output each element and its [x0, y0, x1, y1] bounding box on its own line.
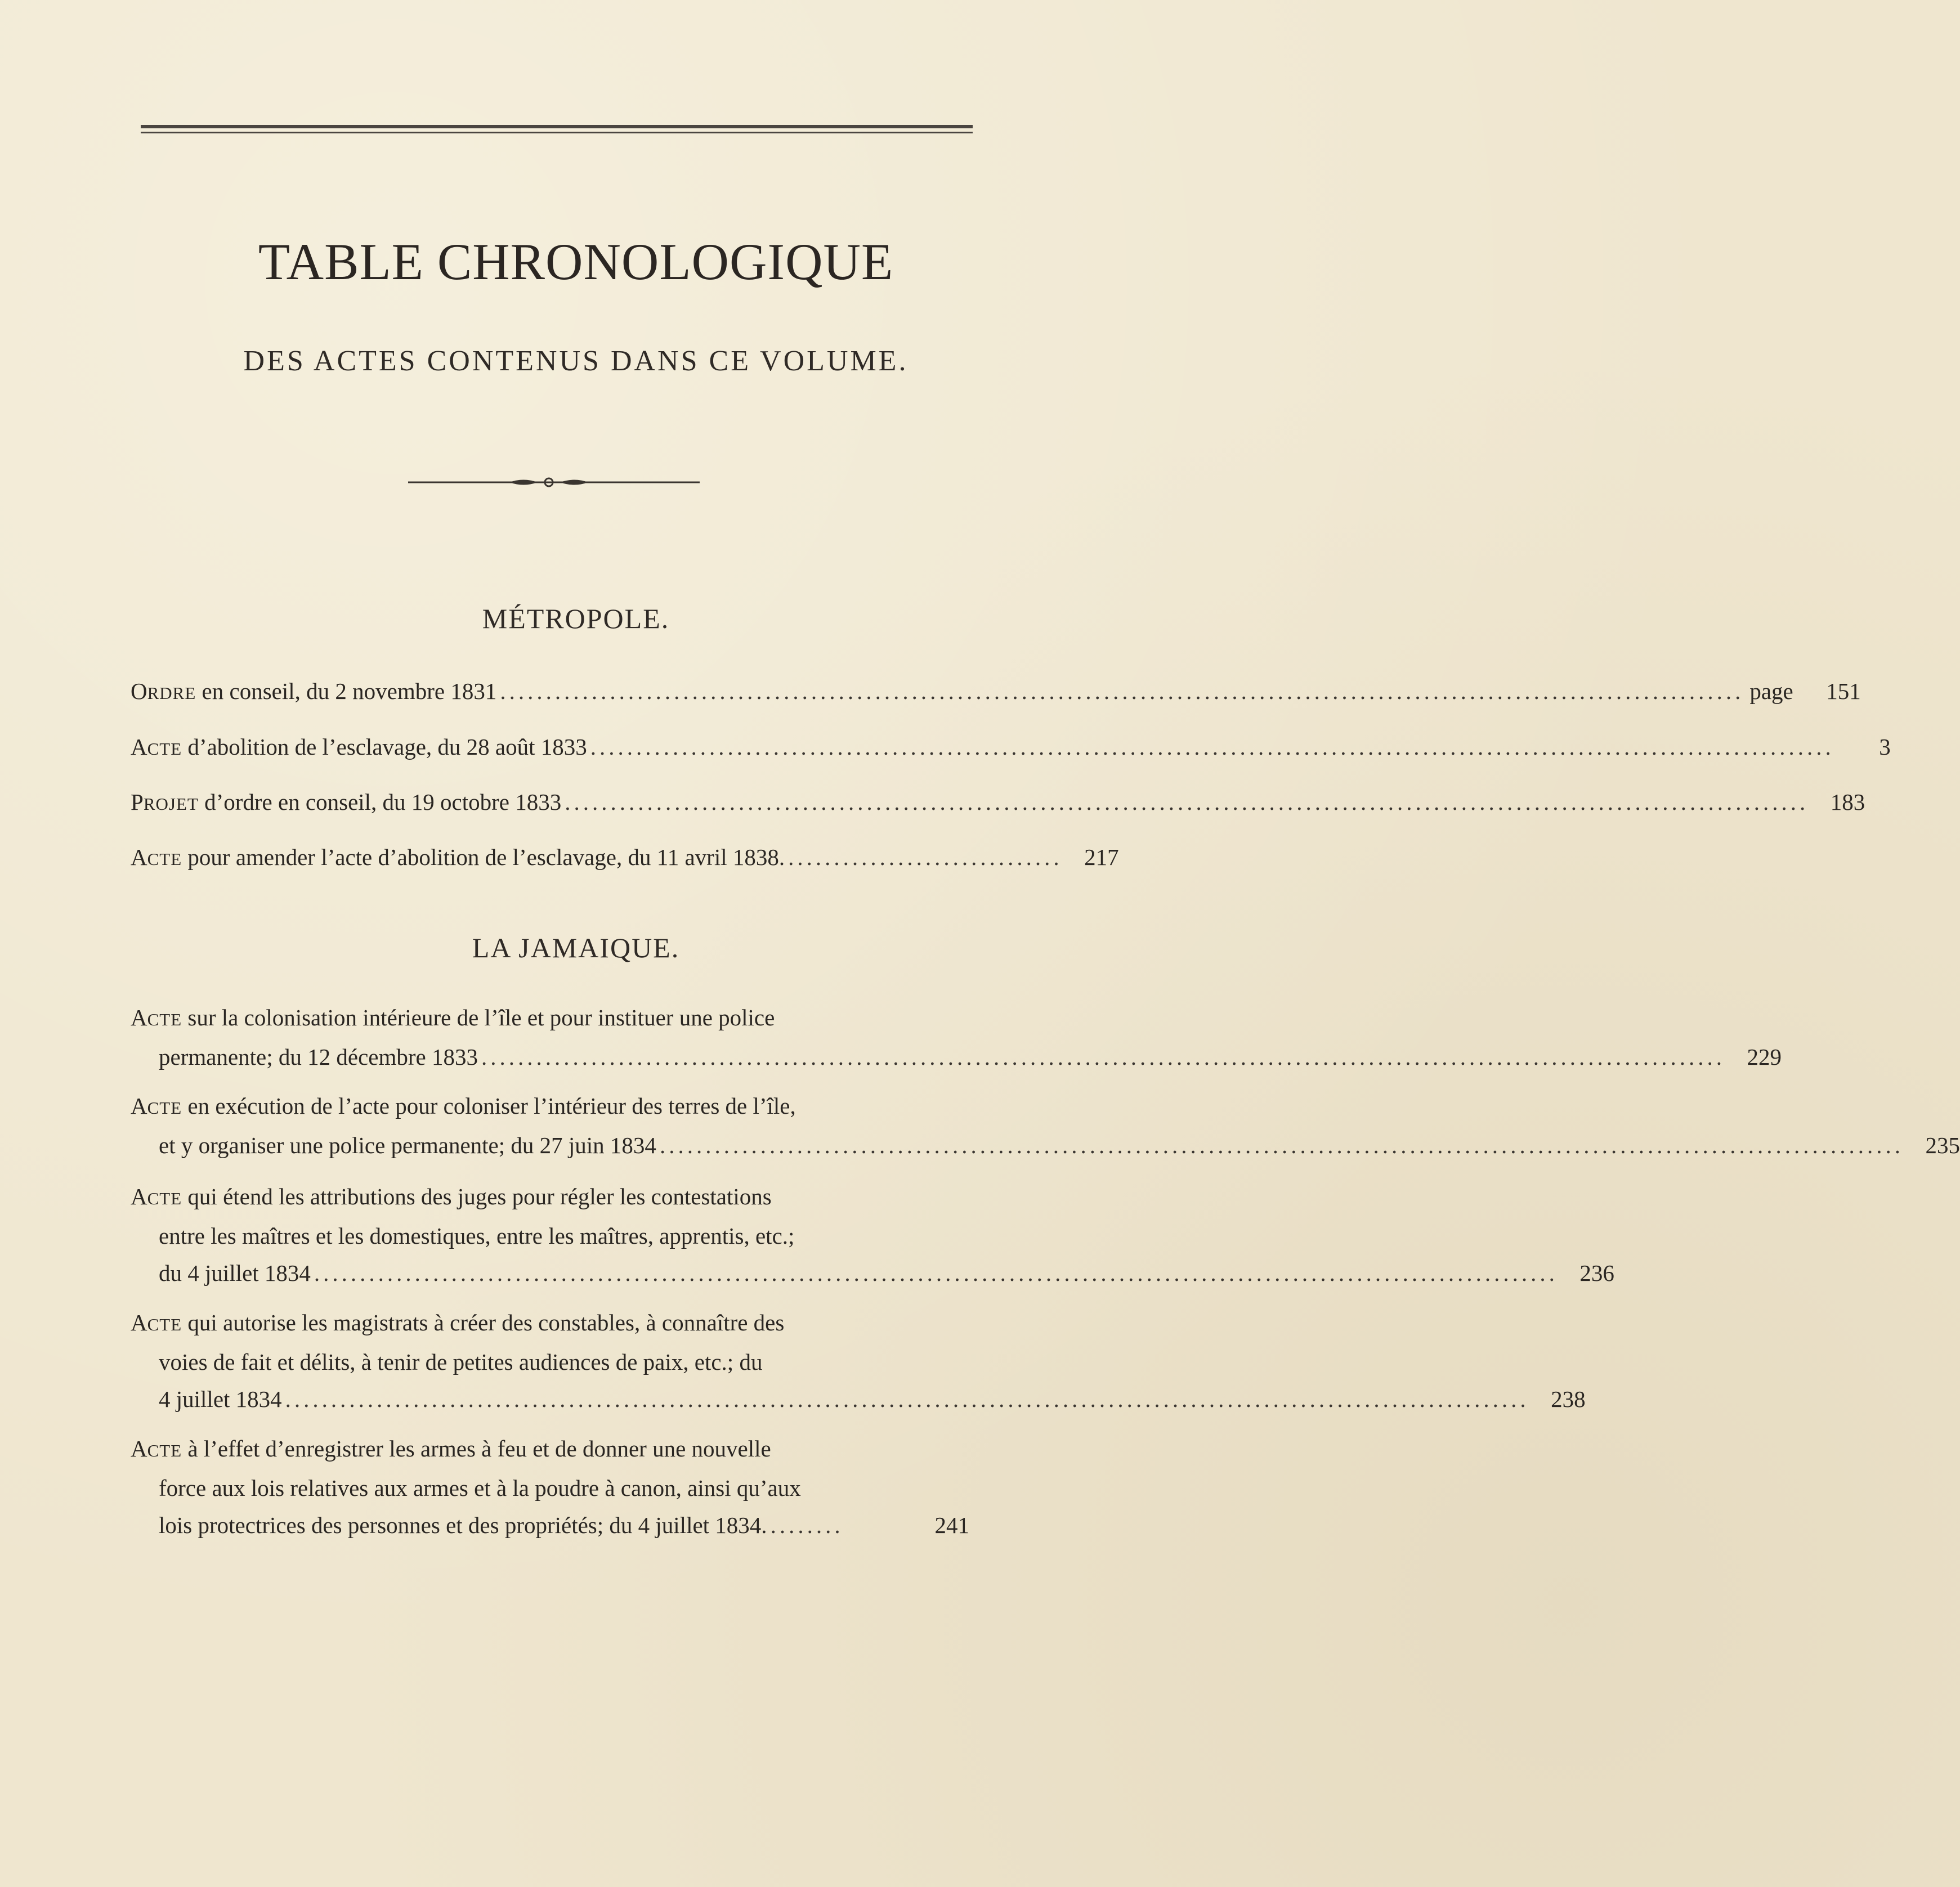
toc-entry: [131, 999, 1782, 1075]
toc-line: [131, 783, 1865, 823]
toc-line: [131, 673, 1861, 712]
leader-dots: ........: [770, 1512, 844, 1538]
entry-text: force aux lois relatives aux armes et à la poudre à canon, ainsi qu’aux: [159, 1475, 801, 1501]
entry-text: entre les maîtres et les domestiques, entre les maîtres, apprentis, etc.;: [159, 1223, 795, 1249]
page-number: 3: [1879, 734, 1891, 760]
entry-text: ACTE en exécution de l’acte pour coloniser l’intérieur des terres de l’île,: [131, 1093, 796, 1119]
toc-line: [131, 1127, 1960, 1164]
entry-text: PROJET d’ordre en conseil, du 19 octobre 1833: [131, 789, 562, 815]
toc-line: [131, 1343, 969, 1380]
page-subtitle: DES ACTES CONTENUS DANS CE VOLUME.: [243, 345, 909, 377]
page-number: 151: [1826, 678, 1861, 704]
entry-text: ACTE qui autorise les magistrats à créer des constables, à connaître des: [131, 1310, 785, 1335]
top-double-rule: [141, 125, 973, 137]
toc-entry: [131, 1430, 969, 1544]
toc-entry: [131, 1178, 1614, 1292]
toc-line: [131, 1217, 969, 1254]
leader-dots: ..............................: [788, 844, 1063, 870]
page-title: TABLE CHRONOLOGIQUE: [258, 233, 894, 290]
page-number: 229: [1747, 1044, 1782, 1070]
toc-line: [131, 1430, 969, 1469]
toc-line: [131, 728, 1891, 768]
page-number: 238: [1551, 1386, 1586, 1412]
leader-dots: ........................................................................................................................................: [659, 1132, 1904, 1158]
page-number: 217: [1084, 844, 1119, 870]
toc-line: [131, 1254, 1614, 1292]
toc-entry: [131, 783, 1865, 823]
entry-text: du 4 juillet 1834: [159, 1260, 311, 1286]
toc-line: [131, 1507, 969, 1544]
section-heading-jamaique: LA JAMAIQUE.: [472, 932, 680, 963]
page-word: page: [1749, 678, 1793, 704]
rule-thick: [141, 125, 973, 128]
page-number: 183: [1830, 789, 1865, 815]
toc-line: [131, 1304, 969, 1343]
leader-dots: ........................................................................................................................................: [481, 1044, 1725, 1070]
page-number: 236: [1579, 1260, 1614, 1286]
entry-text: voies de fait et délits, à tenir de petites audiences de paix, etc.; du: [159, 1349, 763, 1375]
page-number: 241: [934, 1512, 969, 1538]
rule-thin: [141, 132, 973, 133]
toc-entry: [131, 839, 1119, 878]
entry-text: 4 juillet 1834: [159, 1386, 282, 1412]
toc-entry: [131, 673, 1861, 712]
toc-entry: [131, 1304, 1586, 1418]
leader-dots: ........................................................................................................................................: [314, 1260, 1558, 1286]
toc-line: [131, 839, 1119, 878]
toc-entry: [131, 1087, 1960, 1164]
leader-dots: ........................................................................................................................................: [565, 789, 1809, 815]
entry-text: ORDRE en conseil, du 2 novembre 1831: [131, 678, 497, 704]
ornament-divider-icon: [408, 474, 700, 491]
leader-dots: ........................................................................................................................................: [500, 678, 1744, 704]
toc-line: [131, 1380, 1586, 1418]
leader-dots: ........................................................................................................................................: [285, 1386, 1529, 1412]
entry-text: permanente; du 12 décembre 1833: [159, 1044, 478, 1070]
toc-entry: [131, 728, 1891, 768]
page-number: 235: [1925, 1132, 1960, 1158]
section-heading-metropole: MÉTROPOLE.: [482, 603, 670, 634]
toc-line: [131, 1087, 969, 1127]
toc-line: [131, 1038, 1782, 1075]
entry-text: lois protectrices des personnes et des propriétés; du 4 juillet 1834.: [159, 1512, 767, 1538]
toc-line: [131, 1178, 969, 1217]
leader-dots: ........................................................................................................................................: [590, 734, 1834, 760]
toc-line: [131, 999, 969, 1038]
entry-text: ACTE qui étend les attributions des juges pour régler les contestations: [131, 1184, 772, 1209]
toc-line: [131, 1469, 969, 1507]
entry-text: et y organiser une police permanente; du 27 juin 1834: [159, 1132, 656, 1158]
entry-text: ACTE sur la colonisation intérieure de l’île et pour instituer une police: [131, 1005, 775, 1030]
entry-text: ACTE pour amender l’acte d’abolition de l’esclavage, du 11 avril 1838.: [131, 844, 785, 870]
entry-text: ACTE d’abolition de l’esclavage, du 28 août 1833: [131, 734, 587, 760]
entry-text: ACTE à l’effet d’enregistrer les armes à feu et de donner une nouvelle: [131, 1436, 771, 1462]
